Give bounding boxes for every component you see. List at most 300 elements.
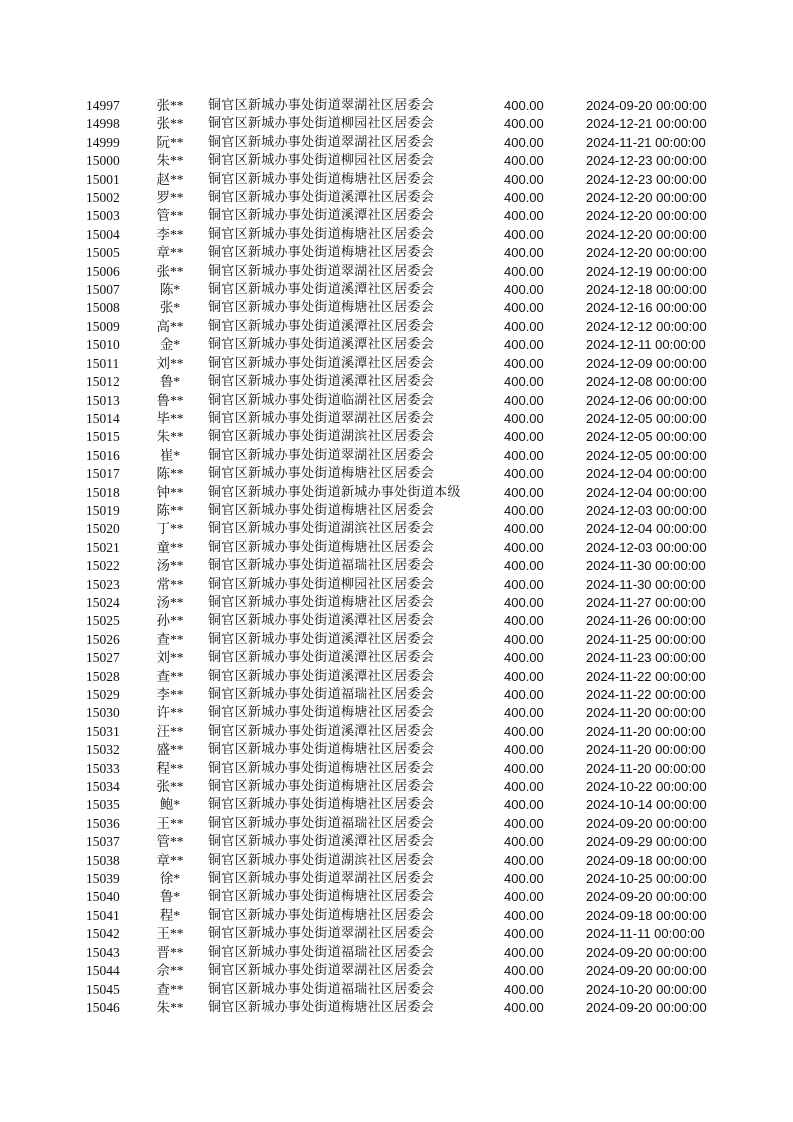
table-row (0, 704, 793, 722)
amount: 400.00 (504, 263, 544, 279)
person-name: 汤** (156, 594, 184, 610)
date: 2024-11-27 00:00:00 (586, 594, 706, 610)
row-id: 15020 (86, 521, 120, 537)
organization: 铜官区新城办事处街道溪潭社区居委会 (208, 318, 435, 334)
table-row (0, 852, 793, 870)
amount: 400.00 (504, 208, 544, 224)
organization: 铜官区新城办事处街道梅塘社区居委会 (208, 742, 435, 758)
date: 2024-12-05 00:00:00 (586, 429, 707, 445)
table-row (0, 502, 793, 520)
date: 2024-10-22 00:00:00 (586, 779, 707, 795)
date: 2024-09-29 00:00:00 (586, 834, 707, 850)
row-id: 15006 (86, 263, 120, 279)
organization: 铜官区新城办事处街道梅塘社区居委会 (208, 594, 435, 610)
row-id: 15040 (86, 889, 120, 905)
amount: 400.00 (504, 852, 544, 868)
person-name: 张* (159, 300, 181, 316)
organization: 铜官区新城办事处街道柳园社区居委会 (208, 153, 435, 169)
table-row (0, 999, 793, 1017)
row-id: 15002 (86, 190, 120, 206)
person-name: 鲍* (159, 797, 181, 813)
table-row (0, 410, 793, 428)
row-id: 15000 (86, 153, 120, 169)
amount: 400.00 (504, 834, 544, 850)
organization: 铜官区新城办事处街道溪潭社区居委会 (208, 374, 435, 390)
date: 2024-12-03 00:00:00 (586, 539, 707, 555)
person-name: 罗** (156, 190, 184, 206)
table-row (0, 428, 793, 446)
organization: 铜官区新城办事处街道湖滨社区居委会 (208, 521, 435, 537)
table-row (0, 944, 793, 962)
person-name: 毕** (156, 410, 184, 426)
person-name: 高** (156, 318, 184, 334)
date: 2024-09-20 00:00:00 (586, 999, 707, 1015)
organization: 铜官区新城办事处街道溪潭社区居委会 (208, 668, 435, 684)
table-row (0, 686, 793, 704)
person-name: 陈** (156, 502, 184, 518)
organization: 铜官区新城办事处街道翠湖社区居委会 (208, 926, 435, 942)
organization: 铜官区新城办事处街道溪潭社区居委会 (208, 650, 435, 666)
organization: 铜官区新城办事处街道溪潭社区居委会 (208, 631, 435, 647)
person-name: 程** (156, 760, 184, 776)
amount: 400.00 (504, 760, 544, 776)
row-id: 14998 (86, 116, 120, 132)
table-row (0, 612, 793, 630)
row-id: 14997 (86, 98, 120, 113)
date: 2024-11-25 00:00:00 (586, 631, 706, 647)
organization: 铜官区新城办事处街道翠湖社区居委会 (208, 410, 435, 426)
date: 2024-11-30 00:00:00 (586, 558, 706, 574)
person-name: 程* (159, 907, 181, 923)
organization: 铜官区新城办事处街道翠湖社区居委会 (208, 134, 435, 150)
person-name: 王** (156, 926, 184, 942)
row-id: 15025 (86, 613, 120, 629)
amount: 400.00 (504, 889, 544, 905)
date: 2024-12-03 00:00:00 (586, 502, 707, 518)
person-name: 查** (156, 981, 184, 997)
organization: 铜官区新城办事处街道翠湖社区居委会 (208, 871, 435, 887)
organization: 铜官区新城办事处街道新城办事处街道本级 (208, 484, 461, 500)
amount: 400.00 (504, 687, 544, 702)
row-id: 15016 (86, 447, 120, 463)
person-name: 张** (156, 98, 184, 113)
date: 2024-09-18 00:00:00 (586, 907, 707, 923)
row-id: 15034 (86, 779, 120, 795)
organization: 铜官区新城办事处街道梅塘社区居委会 (208, 760, 435, 776)
table-row (0, 539, 793, 557)
date: 2024-10-25 00:00:00 (586, 871, 707, 887)
table-row (0, 207, 793, 225)
date: 2024-11-26 00:00:00 (586, 613, 706, 629)
organization: 铜官区新城办事处街道福瑞社区居委会 (208, 944, 435, 960)
date: 2024-12-18 00:00:00 (586, 282, 707, 298)
amount: 400.00 (504, 779, 544, 795)
person-name: 朱** (156, 999, 184, 1015)
person-name: 晋** (156, 944, 184, 960)
date: 2024-12-23 00:00:00 (586, 153, 707, 169)
amount: 400.00 (504, 484, 544, 500)
date: 2024-12-19 00:00:00 (586, 263, 707, 279)
organization: 铜官区新城办事处街道湖滨社区居委会 (208, 429, 435, 445)
person-name: 鲁* (159, 374, 181, 390)
table-row (0, 815, 793, 833)
row-id: 15005 (86, 245, 120, 261)
person-name: 阮** (156, 134, 184, 150)
organization: 铜官区新城办事处街道湖滨社区居委会 (208, 852, 435, 868)
date: 2024-12-09 00:00:00 (586, 355, 707, 371)
amount: 400.00 (504, 742, 544, 758)
amount: 400.00 (504, 410, 544, 426)
date: 2024-12-05 00:00:00 (586, 410, 707, 426)
person-name: 刘** (156, 650, 184, 666)
amount: 400.00 (504, 613, 544, 629)
row-id: 15021 (86, 539, 120, 555)
person-name: 张** (156, 116, 184, 132)
person-name: 李** (156, 226, 184, 242)
date: 2024-11-21 00:00:00 (586, 134, 706, 150)
row-id: 15026 (86, 631, 120, 647)
row-id: 15033 (86, 760, 120, 776)
amount: 400.00 (504, 797, 544, 813)
row-id: 15007 (86, 282, 120, 298)
amount: 400.00 (504, 282, 544, 298)
amount: 400.00 (504, 98, 544, 113)
person-name: 鲁* (159, 889, 181, 905)
table-row (0, 833, 793, 851)
table-row (0, 226, 793, 244)
date: 2024-11-20 00:00:00 (586, 742, 706, 758)
amount: 400.00 (504, 190, 544, 206)
person-name: 章** (156, 245, 184, 261)
table-row (0, 97, 793, 115)
row-id: 15015 (86, 429, 120, 445)
row-id: 15043 (86, 944, 120, 960)
date: 2024-09-20 00:00:00 (586, 815, 707, 831)
table-row (0, 576, 793, 594)
date: 2024-12-20 00:00:00 (586, 226, 707, 242)
organization: 铜官区新城办事处街道梅塘社区居委会 (208, 226, 435, 242)
table-row (0, 318, 793, 336)
date: 2024-12-23 00:00:00 (586, 171, 707, 187)
date: 2024-11-30 00:00:00 (586, 576, 706, 592)
amount: 400.00 (504, 171, 544, 187)
organization: 铜官区新城办事处街道溪潭社区居委会 (208, 208, 435, 224)
table-row (0, 244, 793, 262)
person-name: 金* (159, 337, 181, 353)
amount: 400.00 (504, 318, 544, 334)
amount: 400.00 (504, 355, 544, 371)
organization: 铜官区新城办事处街道溪潭社区居委会 (208, 282, 435, 298)
person-name: 陈* (159, 282, 181, 298)
row-id: 15042 (86, 926, 120, 942)
table-row (0, 594, 793, 612)
amount: 400.00 (504, 429, 544, 445)
row-id: 15022 (86, 558, 120, 574)
person-name: 朱** (156, 429, 184, 445)
row-id: 15008 (86, 300, 120, 316)
table-row (0, 907, 793, 925)
date: 2024-12-08 00:00:00 (586, 374, 707, 390)
row-id: 15044 (86, 963, 120, 979)
row-id: 15031 (86, 723, 120, 739)
date: 2024-12-16 00:00:00 (586, 300, 707, 316)
row-id: 15001 (86, 171, 120, 187)
row-id: 15011 (86, 355, 120, 371)
table-row (0, 484, 793, 502)
row-id: 15024 (86, 594, 120, 610)
organization: 铜官区新城办事处街道翠湖社区居委会 (208, 263, 435, 279)
date: 2024-12-04 00:00:00 (586, 484, 707, 500)
person-name: 管** (156, 208, 184, 224)
amount: 400.00 (504, 134, 544, 150)
person-name: 丁** (156, 521, 184, 537)
table-row (0, 649, 793, 667)
row-id: 15023 (86, 576, 120, 592)
row-id: 15018 (86, 484, 120, 500)
person-name: 查** (156, 631, 184, 647)
table-row (0, 392, 793, 410)
date: 2024-09-20 00:00:00 (586, 98, 707, 113)
date: 2024-11-20 00:00:00 (586, 705, 706, 721)
row-id: 15045 (86, 981, 120, 997)
table-row (0, 189, 793, 207)
row-id: 15046 (86, 999, 120, 1015)
date: 2024-10-20 00:00:00 (586, 981, 707, 997)
date: 2024-11-11 00:00:00 (586, 926, 705, 942)
row-id: 15039 (86, 871, 120, 887)
amount: 400.00 (504, 631, 544, 647)
date: 2024-12-20 00:00:00 (586, 245, 707, 261)
person-name: 徐* (159, 871, 181, 887)
date: 2024-09-18 00:00:00 (586, 852, 707, 868)
date: 2024-12-20 00:00:00 (586, 190, 707, 206)
row-id: 14999 (86, 134, 120, 150)
row-id: 15041 (86, 907, 120, 923)
amount: 400.00 (504, 374, 544, 390)
person-name: 孙** (156, 613, 184, 629)
person-name: 张** (156, 263, 184, 279)
amount: 400.00 (504, 963, 544, 979)
amount: 400.00 (504, 337, 544, 353)
row-id: 15003 (86, 208, 120, 224)
date: 2024-12-20 00:00:00 (586, 208, 707, 224)
row-id: 15032 (86, 742, 120, 758)
amount: 400.00 (504, 981, 544, 997)
date: 2024-09-20 00:00:00 (586, 944, 707, 960)
date: 2024-11-22 00:00:00 (586, 687, 706, 702)
person-name: 汪** (156, 723, 184, 739)
date: 2024-09-20 00:00:00 (586, 889, 707, 905)
organization: 铜官区新城办事处街道溪潭社区居委会 (208, 834, 435, 850)
amount: 400.00 (504, 815, 544, 831)
table-row (0, 723, 793, 741)
amount: 400.00 (504, 723, 544, 739)
amount: 400.00 (504, 944, 544, 960)
row-id: 15036 (86, 815, 120, 831)
row-id: 15012 (86, 374, 120, 390)
organization: 铜官区新城办事处街道梅塘社区居委会 (208, 889, 435, 905)
person-name: 张** (156, 779, 184, 795)
person-name: 鲁** (156, 392, 184, 408)
table-row (0, 373, 793, 391)
person-name: 王** (156, 815, 184, 831)
organization: 铜官区新城办事处街道福瑞社区居委会 (208, 815, 435, 831)
date: 2024-12-11 00:00:00 (586, 337, 706, 353)
table-row (0, 465, 793, 483)
amount: 400.00 (504, 668, 544, 684)
organization: 铜官区新城办事处街道翠湖社区居委会 (208, 447, 435, 463)
table-row (0, 115, 793, 133)
person-name: 陈** (156, 466, 184, 482)
person-name: 朱** (156, 153, 184, 169)
person-name: 钟** (156, 484, 184, 500)
organization: 铜官区新城办事处街道梅塘社区居委会 (208, 300, 435, 316)
amount: 400.00 (504, 650, 544, 666)
row-id: 15027 (86, 650, 120, 666)
organization: 铜官区新城办事处街道福瑞社区居委会 (208, 981, 435, 997)
person-name: 刘** (156, 355, 184, 371)
table-row (0, 778, 793, 796)
row-id: 15009 (86, 318, 120, 334)
person-name: 童** (156, 539, 184, 555)
organization: 铜官区新城办事处街道梅塘社区居委会 (208, 779, 435, 795)
date: 2024-11-22 00:00:00 (586, 668, 706, 684)
organization: 铜官区新城办事处街道梅塘社区居委会 (208, 797, 435, 813)
organization: 铜官区新城办事处街道溪潭社区居委会 (208, 355, 435, 371)
table-row (0, 134, 793, 152)
table-row (0, 557, 793, 575)
organization: 铜官区新城办事处街道梅塘社区居委会 (208, 539, 435, 555)
person-name: 许** (156, 705, 184, 721)
organization: 铜官区新城办事处街道梅塘社区居委会 (208, 907, 435, 923)
person-name: 李** (156, 687, 184, 702)
date: 2024-12-21 00:00:00 (586, 116, 707, 132)
amount: 400.00 (504, 447, 544, 463)
organization: 铜官区新城办事处街道福瑞社区居委会 (208, 687, 435, 702)
organization: 铜官区新城办事处街道临湖社区居委会 (208, 392, 435, 408)
person-name: 佘** (156, 963, 184, 979)
person-name: 盛** (156, 742, 184, 758)
row-id: 15019 (86, 502, 120, 518)
date: 2024-11-20 00:00:00 (586, 723, 706, 739)
organization: 铜官区新城办事处街道翠湖社区居委会 (208, 98, 435, 113)
person-name: 管** (156, 834, 184, 850)
person-name: 查** (156, 668, 184, 684)
person-name: 汤** (156, 558, 184, 574)
amount: 400.00 (504, 153, 544, 169)
date: 2024-12-05 00:00:00 (586, 447, 707, 463)
amount: 400.00 (504, 871, 544, 887)
table-row (0, 152, 793, 170)
amount: 400.00 (504, 245, 544, 261)
row-id: 15013 (86, 392, 120, 408)
table-row (0, 888, 793, 906)
table-row (0, 925, 793, 943)
amount: 400.00 (504, 466, 544, 482)
amount: 400.00 (504, 521, 544, 537)
amount: 400.00 (504, 539, 544, 555)
table-row (0, 299, 793, 317)
person-name: 常** (156, 576, 184, 592)
date: 2024-12-06 00:00:00 (586, 392, 707, 408)
amount: 400.00 (504, 594, 544, 610)
row-id: 15014 (86, 410, 120, 426)
table-row (0, 281, 793, 299)
amount: 400.00 (504, 907, 544, 923)
organization: 铜官区新城办事处街道溪潭社区居委会 (208, 613, 435, 629)
date: 2024-12-04 00:00:00 (586, 466, 707, 482)
amount: 400.00 (504, 926, 544, 942)
organization: 铜官区新城办事处街道福瑞社区居委会 (208, 558, 435, 574)
person-name: 赵** (156, 171, 184, 187)
table-row (0, 447, 793, 465)
organization: 铜官区新城办事处街道溪潭社区居委会 (208, 337, 435, 353)
table-row (0, 796, 793, 814)
amount: 400.00 (504, 300, 544, 316)
row-id: 15030 (86, 705, 120, 721)
organization: 铜官区新城办事处街道翠湖社区居委会 (208, 963, 435, 979)
organization: 铜官区新城办事处街道梅塘社区居委会 (208, 705, 435, 721)
row-id: 15028 (86, 668, 120, 684)
table-row (0, 668, 793, 686)
amount: 400.00 (504, 116, 544, 132)
row-id: 15037 (86, 834, 120, 850)
table-row (0, 520, 793, 538)
table-row (0, 171, 793, 189)
person-name: 崔* (159, 447, 181, 463)
row-id: 15017 (86, 466, 120, 482)
organization: 铜官区新城办事处街道溪潭社区居委会 (208, 190, 435, 206)
payment-table (0, 97, 793, 1017)
organization: 铜官区新城办事处街道梅塘社区居委会 (208, 171, 435, 187)
table-row (0, 741, 793, 759)
row-id: 15004 (86, 226, 120, 242)
date: 2024-11-20 00:00:00 (586, 760, 706, 776)
table-row (0, 981, 793, 999)
organization: 铜官区新城办事处街道梅塘社区居委会 (208, 502, 435, 518)
table-row (0, 631, 793, 649)
date: 2024-11-23 00:00:00 (586, 650, 706, 666)
table-row (0, 355, 793, 373)
organization: 铜官区新城办事处街道柳园社区居委会 (208, 116, 435, 132)
amount: 400.00 (504, 576, 544, 592)
amount: 400.00 (504, 226, 544, 242)
organization: 铜官区新城办事处街道梅塘社区居委会 (208, 999, 435, 1015)
amount: 400.00 (504, 392, 544, 408)
organization: 铜官区新城办事处街道梅塘社区居委会 (208, 245, 435, 261)
date: 2024-10-14 00:00:00 (586, 797, 707, 813)
date: 2024-12-04 00:00:00 (586, 521, 707, 537)
amount: 400.00 (504, 502, 544, 518)
row-id: 15035 (86, 797, 120, 813)
table-row (0, 962, 793, 980)
table-row (0, 263, 793, 281)
row-id: 15038 (86, 852, 120, 868)
table-row (0, 760, 793, 778)
organization: 铜官区新城办事处街道柳园社区居委会 (208, 576, 435, 592)
table-row (0, 870, 793, 888)
date: 2024-12-12 00:00:00 (586, 318, 707, 334)
table-row (0, 336, 793, 354)
row-id: 15010 (86, 337, 120, 353)
amount: 400.00 (504, 999, 544, 1015)
organization: 铜官区新城办事处街道梅塘社区居委会 (208, 466, 435, 482)
date: 2024-09-20 00:00:00 (586, 963, 707, 979)
amount: 400.00 (504, 558, 544, 574)
organization: 铜官区新城办事处街道溪潭社区居委会 (208, 723, 435, 739)
person-name: 章** (156, 852, 184, 868)
row-id: 15029 (86, 687, 120, 702)
